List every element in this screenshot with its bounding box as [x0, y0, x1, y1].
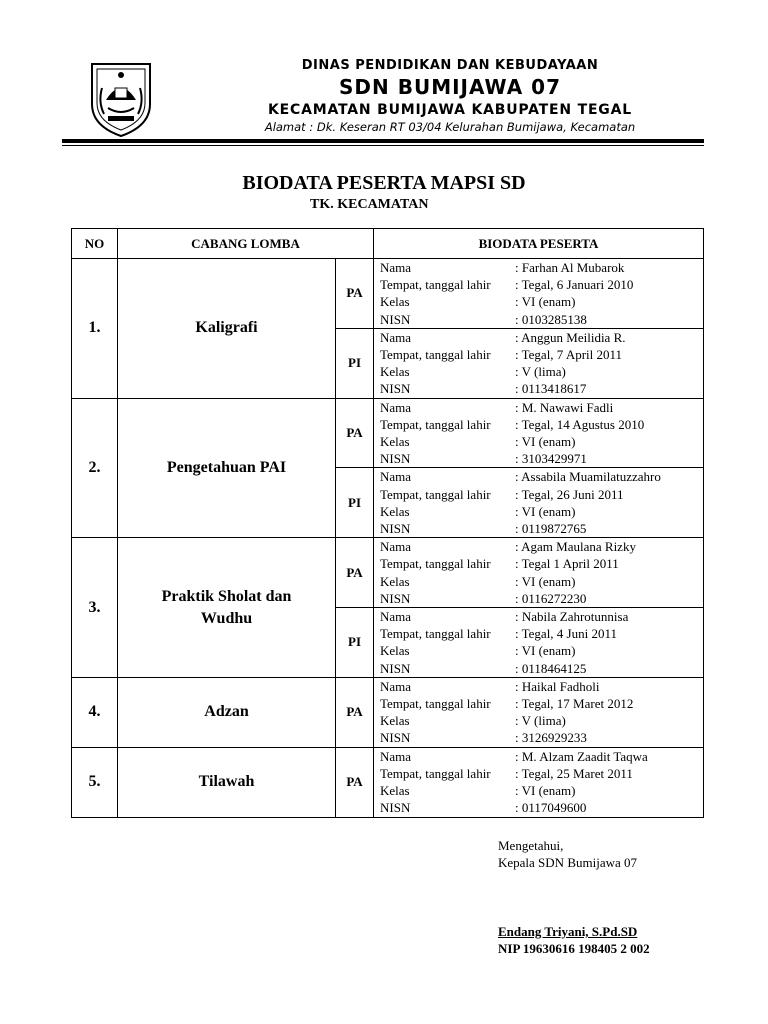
header-no: NO — [72, 229, 118, 259]
value-nama: : M. Nawawi Fadli — [515, 399, 614, 415]
value-nisn: : 3126929233 — [515, 730, 587, 746]
label-kelas: Kelas — [380, 643, 410, 659]
label-nama: Nama — [380, 748, 412, 764]
competition-name: Adzan — [118, 677, 336, 747]
document-title: BIODATA PESERTA MAPSI SD — [242, 172, 526, 194]
value-nisn: : 3103429971 — [515, 451, 587, 467]
value-kelas: : VI (enam) — [515, 434, 576, 450]
value-nisn: : 0103285138 — [515, 311, 587, 327]
value-nama: : M. Alzam Zaadit Taqwa — [515, 748, 648, 764]
value-kelas: : V (lima) — [515, 713, 566, 729]
value-nisn: : 0113418617 — [515, 381, 587, 397]
label-nisn: NISN — [380, 381, 411, 397]
value-ttl: : Tegal 1 April 2011 — [515, 556, 619, 572]
signature-role: Kepala SDN Bumijawa 07 — [498, 855, 638, 870]
label-nisn: NISN — [380, 800, 411, 816]
value-kelas: : VI (enam) — [515, 573, 576, 589]
label-nama: Nama — [380, 260, 412, 275]
table-row — [72, 677, 704, 747]
header-divider-thick — [62, 139, 704, 143]
value-nama: : Assabila Muamilatuzzahro — [515, 469, 661, 485]
label-ttl: Tempat, tanggal lahir — [380, 277, 491, 293]
competition-name — [118, 538, 336, 678]
participant-bio — [374, 398, 704, 468]
label-kelas: Kelas — [380, 364, 410, 380]
label-nama: Nama — [380, 469, 412, 485]
participant-bio — [374, 608, 704, 678]
table-row — [72, 538, 704, 608]
value-ttl: : Tegal, 25 Maret 2011 — [515, 765, 633, 781]
value-nama: : Anggun Meilidia R. — [515, 329, 626, 345]
table-header-row — [72, 229, 704, 259]
regency-emblem-logo — [86, 58, 156, 138]
table-row — [72, 398, 704, 468]
label-nama: Nama — [380, 539, 412, 555]
label-nisn: NISN — [380, 311, 411, 327]
value-ttl: : Tegal, 14 Agustus 2010 — [515, 416, 645, 432]
participant-bio — [374, 259, 704, 329]
gender-code: PA — [336, 398, 374, 468]
gender-code: PA — [336, 259, 374, 329]
label-kelas: Kelas — [380, 503, 410, 519]
competition-name-line1: Praktik Sholat dan — [161, 587, 292, 605]
participant-bio — [374, 677, 704, 747]
school-address: Alamat : Dk. Keseran RT 03/04 Kelurahan Bumijawa, Kecamatan — [264, 120, 636, 134]
table-row — [72, 259, 704, 329]
signatory-nip: NIP 19630616 198405 2 002 — [498, 941, 650, 956]
label-kelas: Kelas — [380, 783, 410, 799]
school-name: SDN BUMIJAWA 07 — [339, 75, 561, 99]
header-divider-thin — [62, 145, 704, 146]
value-kelas: : VI (enam) — [515, 783, 576, 799]
label-ttl: Tempat, tanggal lahir — [380, 626, 491, 642]
label-kelas: Kelas — [380, 713, 410, 729]
value-ttl: : Tegal, 26 Juni 2011 — [515, 486, 624, 502]
label-kelas: Kelas — [380, 434, 410, 450]
label-nisn: NISN — [380, 660, 411, 676]
value-kelas: : VI (enam) — [515, 503, 576, 519]
header-cabang: CABANG LOMBA — [118, 229, 374, 259]
label-ttl: Tempat, tanggal lahir — [380, 347, 491, 363]
participant-bio — [374, 747, 704, 817]
label-ttl: Tempat, tanggal lahir — [380, 696, 491, 712]
value-nisn: : 0116272230 — [515, 590, 587, 606]
label-nama: Nama — [380, 329, 412, 345]
label-ttl: Tempat, tanggal lahir — [380, 416, 491, 432]
label-kelas: Kelas — [380, 294, 410, 310]
row-number: 5. — [72, 747, 118, 817]
value-nisn: : 0119872765 — [515, 521, 587, 537]
value-ttl: : Tegal, 7 April 2011 — [515, 347, 623, 363]
row-number: 1. — [72, 259, 118, 399]
signature-acknowledge: Mengetahui, — [498, 838, 564, 853]
label-nisn: NISN — [380, 730, 411, 746]
value-ttl: : Tegal, 6 Januari 2010 — [515, 277, 634, 293]
competition-name: Pengetahuan PAI — [118, 398, 336, 538]
gender-code: PA — [336, 747, 374, 817]
row-number: 3. — [72, 538, 118, 678]
table-row — [72, 747, 704, 817]
gender-code: PI — [336, 328, 374, 398]
label-ttl: Tempat, tanggal lahir — [380, 556, 491, 572]
participant-table — [71, 228, 704, 818]
label-nama: Nama — [380, 678, 412, 694]
value-nama: : Agam Maulana Rizky — [515, 539, 636, 555]
label-nama: Nama — [380, 399, 412, 415]
label-kelas: Kelas — [380, 573, 410, 589]
value-kelas: : V (lima) — [515, 364, 566, 380]
label-nisn: NISN — [380, 590, 411, 606]
gender-code: PA — [336, 677, 374, 747]
participant-bio — [374, 468, 704, 538]
gender-code: PI — [336, 468, 374, 538]
value-nisn: : 0118464125 — [515, 660, 587, 676]
competition-name-line2: Wudhu — [200, 609, 253, 627]
participant-bio — [374, 538, 704, 608]
row-number: 2. — [72, 398, 118, 538]
participant-bio — [374, 328, 704, 398]
department-name: DINAS PENDIDIKAN DAN KEBUDAYAAN — [301, 58, 599, 73]
value-nama: : Farhan Al Mubarok — [515, 260, 625, 275]
value-ttl: : Tegal, 4 Juni 2011 — [515, 626, 618, 642]
label-ttl: Tempat, tanggal lahir — [380, 765, 491, 781]
value-nama: : Nabila Zahrotunnisa — [515, 609, 629, 625]
gender-code: PA — [336, 538, 374, 608]
competition-name: Kaligrafi — [118, 259, 336, 399]
label-nisn: NISN — [380, 451, 411, 467]
value-nisn: : 0117049600 — [515, 800, 587, 816]
value-nama: : Haikal Fadholi — [515, 678, 600, 694]
district-name: KECAMATAN BUMIJAWA KABUPATEN TEGAL — [268, 102, 632, 118]
value-ttl: : Tegal, 17 Maret 2012 — [515, 696, 634, 712]
competition-name: Tilawah — [118, 747, 336, 817]
value-kelas: : VI (enam) — [515, 294, 576, 310]
row-number: 4. — [72, 677, 118, 747]
value-kelas: : VI (enam) — [515, 643, 576, 659]
document-subtitle: TK. KECAMATAN — [310, 197, 429, 212]
label-nisn: NISN — [380, 521, 411, 537]
signatory-name: Endang Triyani, S.Pd.SD — [498, 924, 638, 939]
gender-code: PI — [336, 608, 374, 678]
label-nama: Nama — [380, 609, 412, 625]
label-ttl: Tempat, tanggal lahir — [380, 486, 491, 502]
header-biodata: BIODATA PESERTA — [374, 229, 704, 259]
